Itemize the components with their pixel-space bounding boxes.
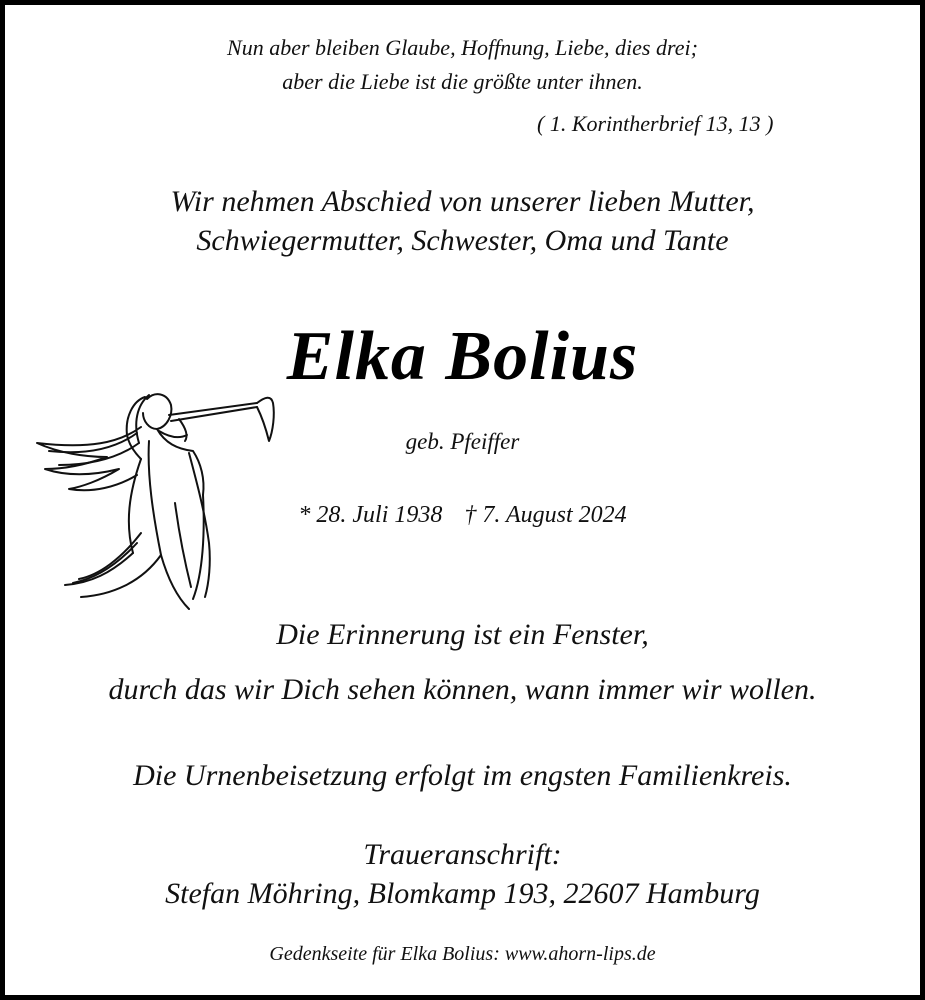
life-dates <box>5 502 920 529</box>
intro-line-2: Schwiegermutter, Schwester, Oma und Tante <box>196 224 729 257</box>
memorial-page-footer: Gedenkseite für Elka Bolius: www.ahorn-lips.de <box>269 943 656 965</box>
address-label: Traueranschrift: <box>363 838 562 871</box>
birth-date: * 28. Juli 1938 <box>298 502 443 528</box>
verse-line-2: aber die Liebe ist die größte unter ihnen. <box>282 69 643 94</box>
quote-line-1: Die Erinnerung ist ein Fenster, <box>276 618 649 651</box>
burial-note: Die Urnenbeisetzung erfolgt im engsten Familienkreis. <box>133 759 792 792</box>
deceased-name: Elka Bolius <box>286 318 639 395</box>
birth-name: geb. Pfeiffer <box>405 429 520 454</box>
verse-reference: ( 1. Korintherbrief 13, 13 ) <box>537 111 774 136</box>
death-date: † 7. August 2024 <box>464 502 627 528</box>
angel-with-trumpet-icon <box>29 383 289 613</box>
mourning-address: Stefan Möhring, Blomkamp 193, 22607 Hamburg <box>165 877 760 910</box>
quote-line-2: durch das wir Dich sehen können, wann immer wir wollen. <box>108 673 817 706</box>
intro-line-1: Wir nehmen Abschied von unserer lieben Mutter, <box>170 185 755 218</box>
verse-line-1: Nun aber bleiben Glaube, Hoffnung, Liebe, dies drei; <box>227 35 698 60</box>
